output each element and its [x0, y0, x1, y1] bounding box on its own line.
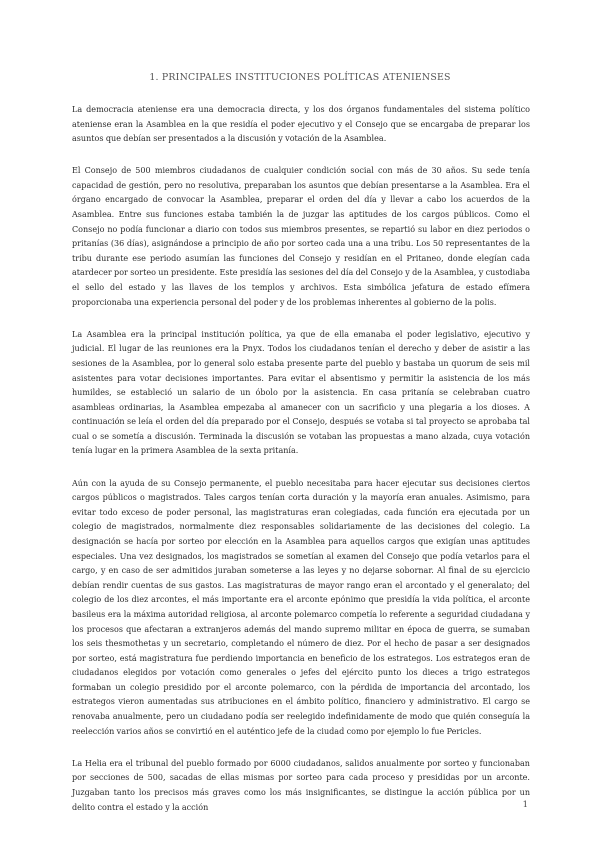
paragraph-magistrados: Aún con la ayuda de su Consejo permanente, el pueblo necesitaba para hacer ejecutar sus decisiones ciertos cargos públicos o magistrados. Tales cargos tenían corta duración y la mayoría eran anuales. Asimismo, para evitar todo exceso de poder personal, las magistraturas eran colegiadas, cada función era ejecutada por un colegio de magistrados, normalmente diez responsables solidariamente de las decisiones del colegio. La designación se hacía por sorteo por elección en la Asamblea para aquellos cargos que exigían unas aptitudes especiales. Una vez designados, los magistrados se sometían al examen del Consejo que podía vetarlos para el cargo, y en caso de ser admitidos juraban someterse a las leyes y no dejarse sobornar. Al final de su ejercicio debían rendir cuentas de sus gastos. Las magistraturas de mayor rango eran el arcontado y el generalato; del colegio de los diez arcontes, el más importante era el arconte epónimo que presidía la vida política, el arconte basileus era la máxima autoridad religiosa, al arconte polemarco competía lo referente a seguridad ciudadana y los procesos que afectaran a extranjeros además del mando supremo militar en época de guerra, se sumaban los seis thesmothetas y un secretario, completando el número de diez. Por el hecho de pasar a ser designados por sorteo, está magistratura fue perdiendo importancia en beneficio de los estrategos. Los estrategos eran de ciudadanos elegidos por votación como generales o jefes del ejército punto los dieces a trigo estrategos formaban un colegio presidido por el arconte polemarco, con la pérdida de importancia del arcontado, los estrategos vieron aumentadas sus atribuciones en el ámbito político, financiero y administrativo. El cargo se renovaba anualmente, pero un ciudadano podía ser reelegido indefinidamente de modo que quién conseguía la reelección varios años se convirtió en el auténtico jefe de la ciudad como por ejemplo lo fue Pericles. [72, 478, 530, 736]
paragraph-asamblea: La Asamblea era la principal institución política, ya que de ella emanaba el poder legislativo, ejecutivo y judicial. El lugar de las reuniones era la Pnyx. Todos los ciudadanos tenían el derecho y deber de asistir a las sesiones de la Asamblea, por lo general solo estaba presente parte del pueblo y bastaba un quorum de seis mil asistentes para votar decisiones importantes. Para evitar el absentismo y permitir la asistencia de los más humildes, se estableció un salario de un óbolo por la asistencia. En casa pritanía se celebraban cuatro asambleas ordinarias, la Asamblea empezaba al amanecer con un sacrificio y una plegaria a los dioses. A continuación se leía el orden del día preparado por el Consejo, después se votaba si tal proyecto se aprobaba tal cual o se sometía a discusión. Terminada la discusión se votaban las propuestas a mano alzada, cuya votación tenía lugar en la primera Asamblea de la sexta pritanía. [72, 329, 530, 456]
page-title: 1. PRINCIPALES INSTITUCIONES POLÍTICAS ATENIENSES [149, 72, 451, 83]
paragraph-democracia: La democracia ateniense era una democracia directa, y los dos órganos fundamentales del sistema político ateniense eran la Asamblea en la que residía el poder ejecutivo y el Consejo que se encargaba de preparar los asuntos que debían ser presentados a la discusión y votación de la Asamblea. [72, 105, 530, 144]
page-number: 1 [522, 800, 528, 810]
paragraph-consejo: El Consejo de 500 miembros ciudadanos de cualquier condición social con más de 30 años. Su sede tenía capacidad de gestión, pero no resolutiva, preparaban los asuntos que debían presentarse a la Asamblea. Era el órgano encargado de convocar la Asamblea, preparar el orden del día y llevar a cabo los acuerdos de la Asamblea. Entre sus funciones estaba también la de juzgar las aptitudes de los cargos públicos. Como el Consejo no podía funcionar a diario con todos sus miembros presentes, se repartió su labor en diez periodos o pritanías (36 días), asignándose a principio de año por sorteo cada una a una tribu. Los 50 representantes de la tribu durante ese periodo asumían las funciones del Consejo y residían en el Pritaneo, donde elegían cada atardecer por sorteo un presidente. Este presidía las sesiones del día del Consejo y de la Asamblea, y custodiaba el sello del estado y las llaves de los templos y archivos. Esta simbólica jefatura de estado efímera proporcionaba una experiencia personal del poder y de los problemas inherentes al gobierno de la polis. [72, 166, 530, 307]
paragraph-helia: La Helia era el tribunal del pueblo formado por 6000 ciudadanos, salidos anualmente por sorteo y funcionaban por secciones de 500, sacadas de ellas mismas por sorteo para cada proceso y presididas por un arconte. Juzgaban tanto los precisos más graves como los más insignificantes, se distingue la acción pública por un delito contra el estado y la acción [72, 758, 530, 812]
document-body [72, 103, 530, 833]
